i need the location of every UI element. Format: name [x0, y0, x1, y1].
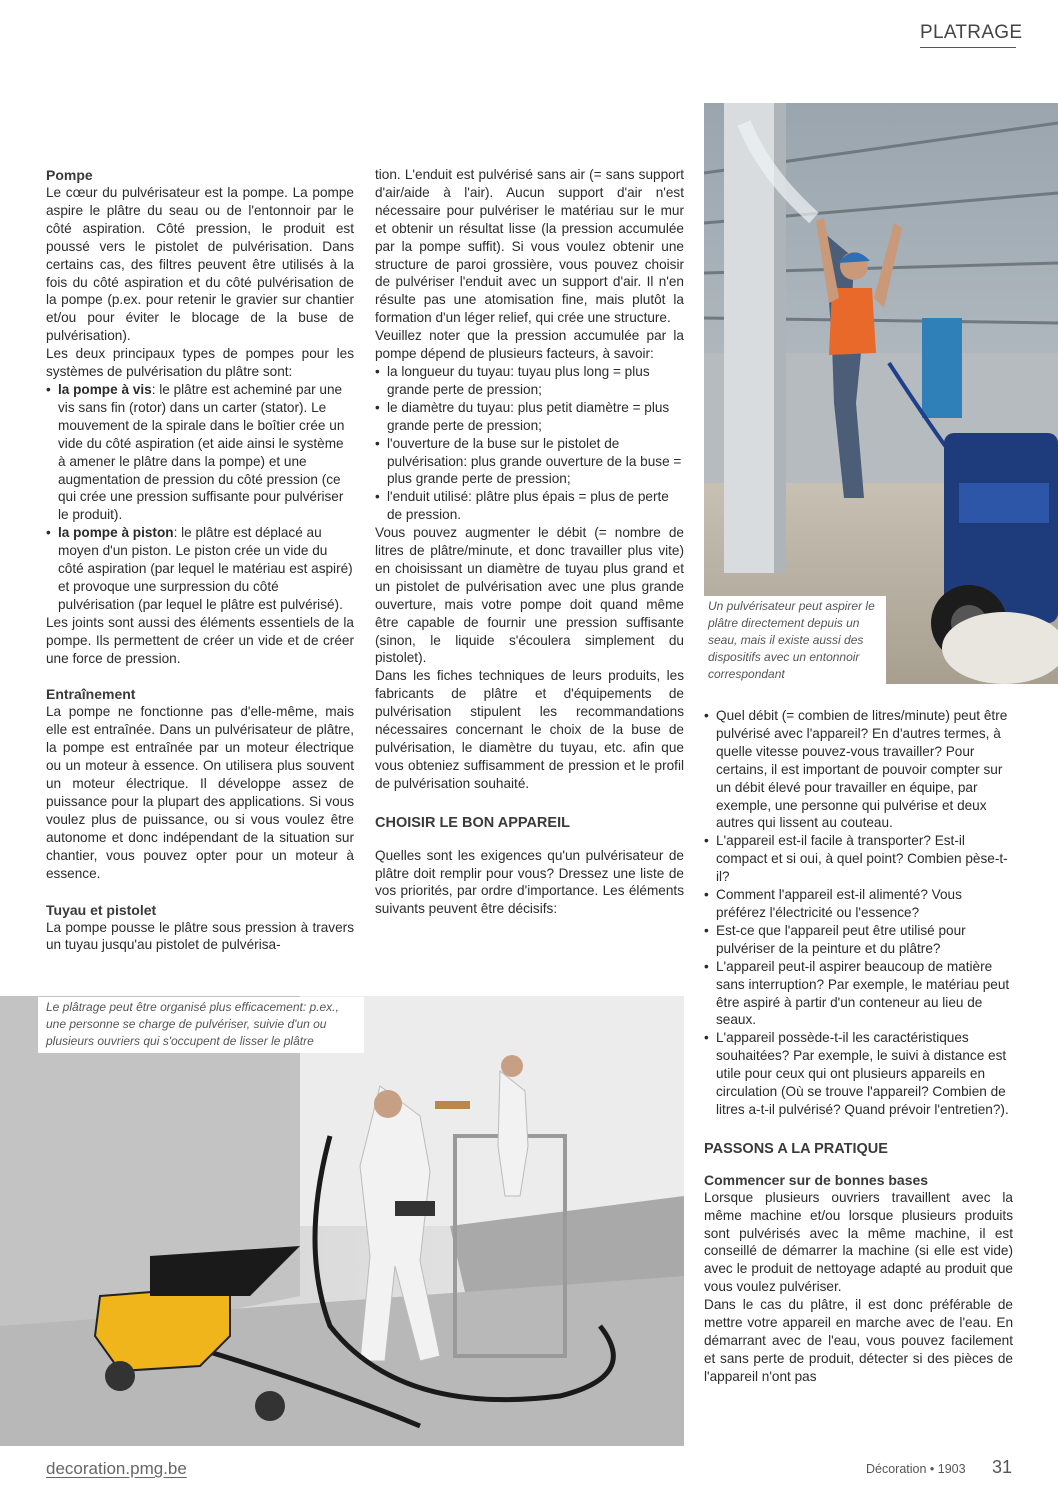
column-2	[375, 166, 684, 918]
paragraph: Dans le cas du plâtre, il est donc préférable de mettre votre appareil en marche avec de l'eau. En démarrant avec de l'eau, vous pouvez facilement et sans perte de produit, détecter si des pièces de l'appareil n'ont pas	[704, 1297, 1013, 1384]
paragraph: Vous pouvez augmenter le débit (= nombre de litres de plâtre/minute, et donc travailler plus vite) en choisissant un diamètre de tuyau plus grand et un pistolet de pulvérisation avec une plus grande ouverture, mais votre pompe doit quand même être capable de fournir une pression suffisante (sinon, le liquide s'écoulera simplement du pistolet).	[375, 525, 684, 666]
list-item: • L'appareil possède-t-il les caractéristiques souhaitées? Par exemple, le suivi à distance est utile pour ceux qui ont plusieurs appareils en circulation (Où se trouve l'appareil? Combien de litres a-t-il pulvérisé? Quand prévoir l'entretien?).	[704, 1029, 1013, 1119]
column-1	[46, 166, 354, 954]
header-underline	[920, 47, 1016, 48]
list-item: • la longueur du tuyau: tuyau plus long = plus grande perte de pression;	[375, 363, 684, 399]
paragraph: Les deux principaux types de pompes pour les systèmes de pulvérisation du plâtre sont:	[46, 346, 354, 380]
list-item: • l'ouverture de la buse sur le pistolet de pulvérisation: plus grande ouverture de la buse = plus grande perte de pression;	[375, 435, 684, 489]
list-item	[46, 524, 354, 614]
heading-entrainement: Entraînement	[46, 686, 136, 703]
list-item-text: : le plâtre est déplacé au moyen d'un piston. Le piston crée un vide du côté aspiration (par lequel le matériau est aspiré) et provoque une surpression du côté pulvérisation (par lequel le plâtre est pulvérisé).	[58, 525, 353, 612]
list-item: • L'appareil peut-il aspirer beaucoup de matière sans interruption? Par exemple, le matériau peut être aspiré à partir d'un conteneur au lieu de seaux.	[704, 958, 1013, 1030]
list-item: • l'enduit utilisé: plâtre plus épais = plus de perte de pression.	[375, 488, 684, 524]
heading-choisir: CHOISIR LE BON APPAREIL	[375, 814, 570, 831]
paragraph: Les joints sont aussi des éléments essentiels de la pompe. Ils permettent de créer un vide et de créer une force de pression.	[46, 614, 354, 666]
heading-pompe: Pompe	[46, 167, 93, 183]
heading-commencer: Commencer sur de bonnes bases	[704, 1171, 929, 1188]
list-item: • le diamètre du tuyau: plus petit diamètre = plus grande perte de pression;	[375, 399, 684, 435]
footer-website[interactable]: decoration.pmg.be	[46, 1459, 187, 1478]
list-item-term: la pompe à piston	[58, 525, 174, 541]
list-item-term: la pompe à vis	[58, 381, 152, 397]
paragraph: Quelles sont les exigences qu'un pulvérisateur de plâtre doit remplir pour vous? Dressez une liste de vos priorités, par ordre d'importance. Les éléments suivants peuvent être décisifs:	[375, 847, 684, 917]
caption-bottom-photo: Le plâtrage peut être organisé plus efficacement: p.ex., une personne se charge de pulvériser, suivie d'un ou plusieurs ouvriers qui s'occupent de lisser le plâtre	[38, 997, 364, 1053]
paragraph: Veuillez noter que la pression accumulée par la pompe dépend de plusieurs facteurs, à savoir:	[375, 328, 684, 362]
paragraph: tion. L'enduit est pulvérisé sans air (= sans support d'air/aide à l'air). Aucun support d'air n'est nécessaire pour pulvériser le matériau sur le mur et obtenir un résultat lisse (la pression accumulée par la pompe suffit). Si vous voulez obtenir une structure de paroi grossière, vous pouvez choisir de pulvériser l'enduit avec un support d'air. Il n'en résulte pas une atomisation fine, mais plutôt la formation d'un léger relief, qui crée une structure.	[375, 167, 684, 326]
footer-issue: Décoration • 1903	[866, 1462, 966, 1476]
heading-tuyau: Tuyau et pistolet	[46, 901, 157, 918]
pressure-factors-list	[375, 363, 684, 524]
list-item: • Quel débit (= combien de litres/minute) peut être pulvérisé avec l'appareil? En d'autres termes, à quelle vitesse pouvez-vous travailler? Pour certains, il est important de pouvoir compter sur un débit élevé pour travailler en équipe, par exemple, une personne qui pulvérise et deux autres qui lissent au couteau.	[704, 707, 1013, 832]
photo-wall-plastering-image	[0, 996, 684, 1446]
list-item: • Est-ce que l'appareil peut être utilisé pour pulvériser de la peinture et du plâtre?	[704, 922, 1013, 958]
paragraph: Lorsque plusieurs ouvriers travaillent avec la même machine et/ou lorsque plusieurs produits sont pulvérisés avec la même machine, il est conseillé de démarrer la machine (si elle est vide) avec le produit de nettoyage adapté au produit que vous voulez pulvériser.	[704, 1189, 1013, 1295]
list-item: • Comment l'appareil est-il alimenté? Vous préférez l'électricité ou l'essence?	[704, 886, 1013, 922]
device-criteria-list	[704, 707, 1013, 1119]
section-header	[920, 22, 1023, 48]
heading-passons: PASSONS A LA PRATIQUE	[704, 1140, 888, 1157]
list-item: • L'appareil est-il facile à transporter? Est-il compact et si oui, à quel point? Combien pèse-t-il?	[704, 832, 1013, 886]
paragraph: La pompe ne fonctionne pas d'elle-même, mais elle est entraînée. Dans un pulvérisateur de plâtre, la pompe est entraînée par un moteur électrique ou un moteur à essence. On utilisera plus souvent un moteur électrique. Il développe assez de puissance pour la plupart des applications. Si vous voulez plus de puissance, ou si vous voulez être autonome et donc indépendant de la situation sur chantier, vous pouvez opter pour un moteur à essence.	[46, 704, 354, 881]
pump-types-list	[46, 381, 354, 614]
section-title: PLATRAGE	[920, 22, 1023, 43]
photo-wall-plastering	[0, 996, 684, 1446]
paragraph: Dans les fiches techniques de leurs produits, les fabricants de plâtre et d'équipements de pulvérisation stipulent les recommandations nécessaires concernant le choix de la buse de pulvérisation, le diamètre du tuyau, etc. afin que vous obteniez suffisamment de pression et le profil de pulvérisation souhaité.	[375, 668, 684, 791]
column-3	[704, 707, 1013, 1386]
caption-top-photo: Un pulvérisateur peut aspirer le plâtre directement depuis un seau, mais il existe aussi des dispositifs avec un entonnoir correspondant	[704, 596, 886, 685]
list-item-text: : le plâtre est acheminé par une vis sans fin (rotor) dans un carter (stator). Le mouvement de la spirale dans le boîtier crée un vide du côté aspiration (et aide ainsi le système à amener le plâtre dans la pompe) et une augmentation de pression du côté pression (ce qui crée une pression suffisante pour pulvériser le produit).	[58, 381, 345, 523]
page-number: 31	[992, 1457, 1013, 1477]
paragraph: La pompe pousse le plâtre sous pression à travers un tuyau jusqu'au pistolet de pulvérisa-	[46, 919, 354, 953]
paragraph: Le cœur du pulvérisateur est la pompe. La pompe aspire le plâtre du seau ou de l'entonnoir par le côté aspiration. Côté pression, le produit est poussé vers le pistolet de pulvérisation. Dans certains cas, des filtres peuvent être utilisés à la fois du côté aspiration et du côté pulvérisation de la pompe (p.ex. pour retenir le gravier sur chantier et/ou pour éviter le blocage de la buse de pulvérisation).	[46, 185, 354, 344]
list-item	[46, 381, 354, 524]
